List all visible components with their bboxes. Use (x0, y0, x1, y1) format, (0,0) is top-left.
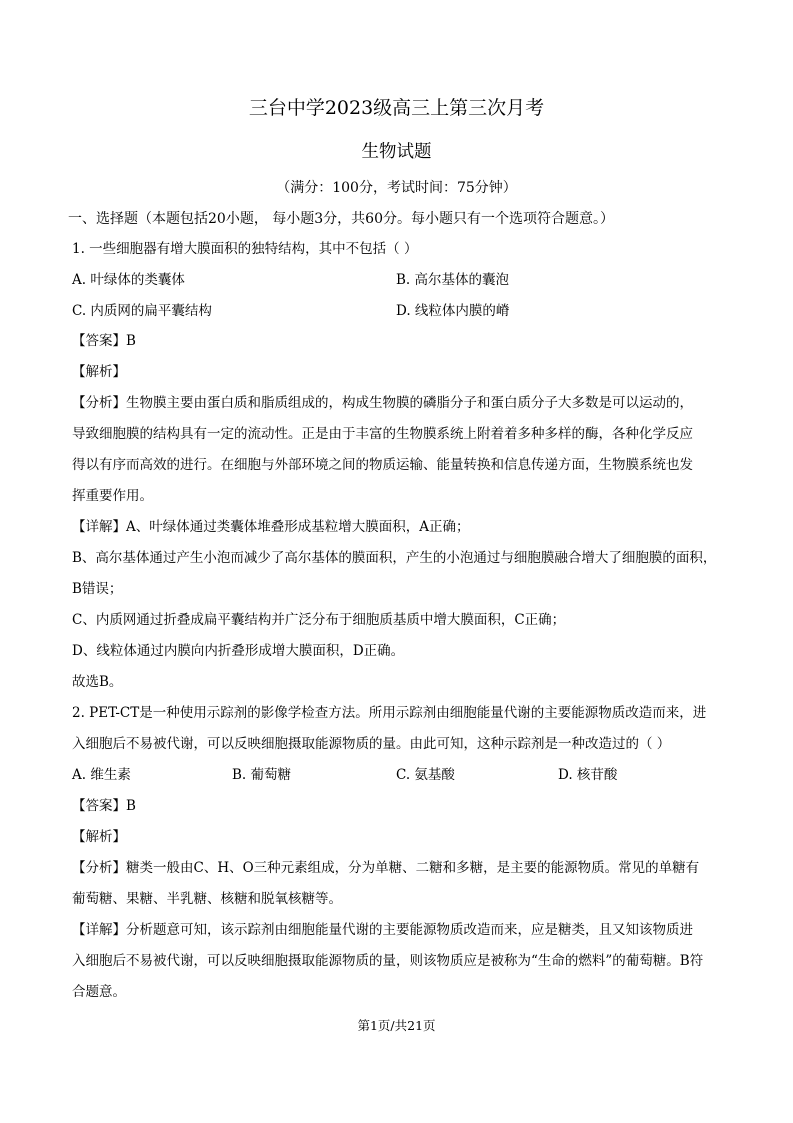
page-subtitle: 生物试题 (361, 142, 432, 162)
score-info: （满分：100分，考试时间：75分钟） (276, 180, 517, 196)
q2-option-b: B. 葡萄糖 (232, 767, 292, 783)
q2-option-a: A. 维生素 (72, 767, 131, 783)
q2-option-c: C. 氨基酸 (396, 767, 455, 783)
q2-option-d: D. 核苷酸 (558, 767, 618, 783)
q2-analysis-label: 【解析】 (72, 829, 126, 845)
q2-xiangjie-line: 合题意。 (72, 984, 126, 1000)
page-title: 三台中学2023级高三上第三次月考 (248, 97, 545, 119)
q1-stem: 1. 一些细胞器有增大膜面积的独特结构，其中不包括（ ） (72, 241, 418, 257)
q1-fenxi-line: 得以有序而高效的进行。在细胞与外部环境之间的物质运输、能量转换和信息传递方面，生物膜系统也发 (72, 457, 693, 473)
q1-xiangjie-line: D、线粒体通过内膜向内折叠形成增大膜面积，D正确。 (72, 643, 405, 659)
q2-answer: 【答案】B (72, 798, 136, 814)
q1-fenxi-line: 导致细胞膜的结构具有一定的流动性。正是由于丰富的生物膜系统上附着着多种多样的酶，各种化学反应 (72, 426, 693, 442)
q2-fenxi-line: 葡萄糖、果糖、半乳糖、核糖和脱氧核糖等。 (72, 891, 342, 907)
q2-stem-line: 入细胞后不易被代谢，可以反映细胞摄取能源物质的量。由此可知，这种示踪剂是一种改造过的（ ） (72, 736, 671, 752)
q1-option-c: C. 内质网的扁平囊结构 (72, 303, 212, 319)
q1-option-a: A. 叶绿体的类囊体 (72, 272, 185, 288)
q2-stem-line: 2. PET-CT是一种使用示踪剂的影像学检查方法。所用示踪剂由细胞能量代谢的主要能源物质改造而来，进 (72, 705, 707, 721)
q1-fenxi-line: 挥重要作用。 (72, 488, 153, 504)
q1-xiangjie-line: B错误； (72, 581, 123, 597)
q1-xiangjie-line: C、内质网通过折叠成扁平囊结构并广泛分布于细胞质基质中增大膜面积，C正确； (72, 612, 566, 628)
q2-fenxi-line: 【分析】糖类一般由C、H、O三种元素组成，分为单糖、二糖和多糖，是主要的能源物质。常见的单糖有 (72, 860, 700, 876)
q1-analysis-label: 【解析】 (72, 364, 126, 380)
q1-option-d: D. 线粒体内膜的嵴 (396, 303, 510, 319)
q1-option-b: B. 高尔基体的囊泡 (396, 272, 510, 288)
section-heading: 一、选择题（本题包括20小题， 每小题3分，共60分。每小题只有一个选项符合题意。） (68, 211, 614, 227)
q1-answer: 【答案】B (72, 333, 136, 349)
q1-xiangjie-line: 【详解】A、叶绿体通过类囊体堆叠形成基粒增大膜面积，A正确； (72, 519, 470, 535)
q2-xiangjie-line: 入细胞后不易被代谢，可以反映细胞摄取能源物质的量，则该物质应是被称为“生命的燃料”的葡萄糖。B符 (72, 953, 704, 969)
q1-fenxi-line: 【分析】生物膜主要由蛋白质和脂质组成的，构成生物膜的磷脂分子和蛋白质分子大多数是可以运动的， (72, 395, 693, 411)
q2-xiangjie-line: 【详解】分析题意可知，该示踪剂由细胞能量代谢的主要能源物质改造而来，应是糖类，且又知该物质进 (72, 922, 693, 938)
q1-xiangjie-line: B、高尔基体通过产生小泡而减少了高尔基体的膜面积，产生的小泡通过与细胞膜融合增大了细胞膜的面积， (72, 550, 717, 566)
q1-conclusion: 故选B。 (72, 674, 123, 690)
page-number: 第1页/共21页 (357, 1018, 436, 1033)
